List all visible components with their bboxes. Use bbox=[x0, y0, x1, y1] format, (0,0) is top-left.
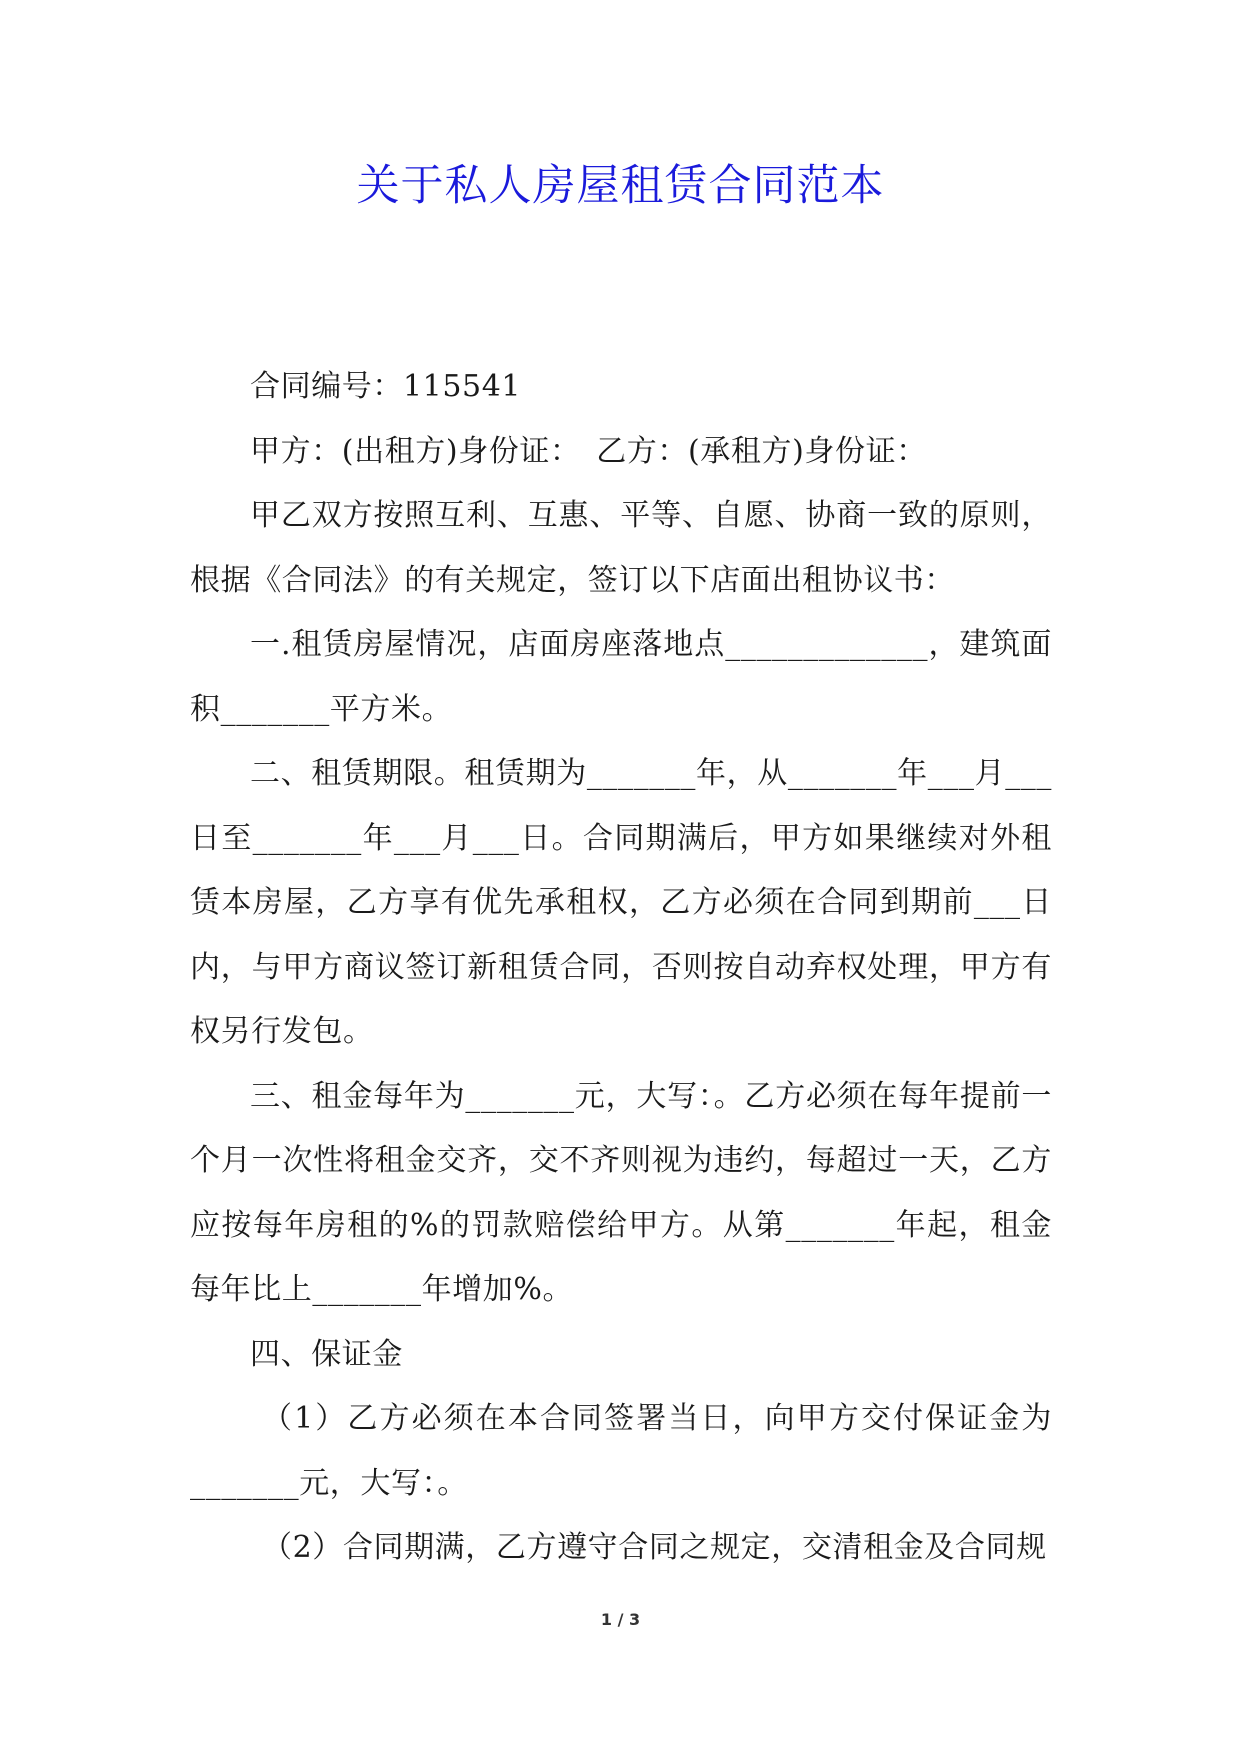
document-title: 关于私人房屋租赁合同范本 bbox=[356, 161, 885, 211]
clause-3-paragraph: 三、租金每年为_______元，大写：。乙方必须在每年提前一个月一次性将租金交齐，交不齐则视为违约，每超过一天，乙方应按每年房租的%的罚款赔偿给甲方。从第_______年起，租金每年比上_______年增加%。 bbox=[190, 1078, 1052, 1307]
preamble-paragraph: 甲乙双方按照互利、互惠、平等、自愿、协商一致的原则，根据《合同法》的有关规定，签订以下店面出租协议书： bbox=[190, 498, 1052, 598]
contract-number-paragraph: 合同编号：115541 bbox=[250, 369, 522, 404]
clause-4-heading: 四、保证金 bbox=[250, 1336, 403, 1372]
parties-paragraph: 甲方：(出租方)身份证： 乙方：(承租方)身份证： bbox=[250, 433, 927, 469]
clause-2-paragraph: 二、租赁期限。租赁期为_______年，从_______年___月___日至_______年___月___日。合同期满后，甲方如果继续对外租赁本房屋，乙方享有优先承租权，乙方必须在合同到期前___日内，与甲方商议签订新租赁合同，否则按自动弃权处理，甲方有权另行发包。 bbox=[190, 756, 1052, 1049]
clause-1-paragraph: 一.租赁房屋情况，店面房座落地点_____________，建筑面积_______平方米。 bbox=[190, 627, 1052, 727]
document-body bbox=[190, 355, 1052, 1581]
clause-4-item-2: （2）合同期满，乙方遵守合同之规定，交清租金及合同规 bbox=[262, 1530, 1047, 1565]
page-number: 1 / 3 bbox=[600, 1610, 641, 1629]
clause-4-item-1: （1）乙方必须在本合同签署当日，向甲方交付保证金为_______元，大写：。 bbox=[190, 1401, 1052, 1501]
